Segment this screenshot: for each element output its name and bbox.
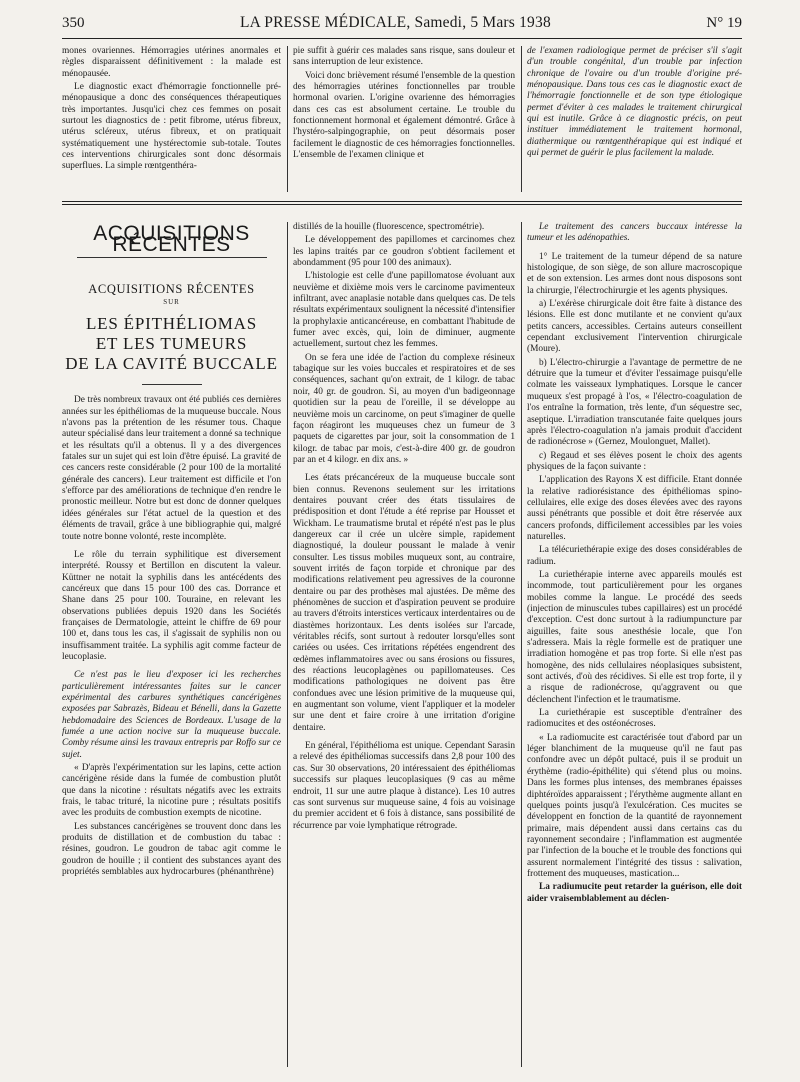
paragraph: distillés de la houille (fluorescence, spectrométrie). xyxy=(293,222,485,232)
section-rule xyxy=(62,204,742,205)
paragraph: Le traitement des cancers buccaux intéresse la tumeur et les adénopathies. xyxy=(527,222,742,244)
section-rule xyxy=(62,201,742,202)
column-rule xyxy=(287,46,288,192)
paragraph: Le rôle du terrain syphilitique est diversement interprété. Roussy et Bertillon en discutent la valeur. Küttner ne notait la syphilis dans les antécédents des cancéreux que dans 15 pour 100 des cas. Dorrance et Shane dans 25 pour 100. Touraine, en relevant les observations publiées depuis 1920 dans les Sociétés françaises de Dermatologie, atteint le chiffre de 69 pour 100 et, dans tous les cas, il s'agissait de syphilis non ou insuffisamment traitée. La syphilis agit comme facteur de leucoplasie. xyxy=(62,549,281,662)
paragraph: pie suffit à guérir ces malades sans risque, sans douleur et sans interruption de leur existence. xyxy=(293,46,515,68)
top-column-1 xyxy=(62,46,281,194)
column-rule xyxy=(521,46,522,192)
paragraph: De très nombreux travaux ont été publiés ces dernières années sur les épithéliomas de la muqueuse buccale. Nous n'avons pas la prétention de les résumer tous. Chaque auteur spécialisé dans leur traitement a donné sa technique et les résultats qu'il a obtenus. Il y a des divergences fatales sur un sujet qui est loin d'être épuisé. La gravité de ces cancers reste considérable (2 pour 100 de la mortalité générale des cancers). Leur traitement est difficile et l'on s'efforce par des améliorations de technique d'en rendre le pronostic meilleur. Notre but est donc de donner quelques idées générales sur l'état actuel de la question et des éléments de travail, grâce à une bibliographie qui, malgré toute notre bonne volonté, reste incomplète. xyxy=(62,395,281,542)
paragraph: « D'après l'expérimentation sur les lapins, cette action cancérigène réside dans la fumée de combustion plutôt que dans la nicotine : résultats négatifs avec les extraits frais, le tabac trituré, la nicotine pure ; résultats positifs avec les produits de combustion exempts de nicotine. xyxy=(62,763,281,819)
column-rule xyxy=(287,222,288,1067)
page-header xyxy=(62,14,742,36)
paragraph: L'histologie est celle d'une papillomatose évoluant aux neuvième et dixième mois vers le carcinome pavimenteux infiltrant, avec anaplasie notable dans quelques cas. De tels résultats expérimentaux soulignent la nécessité d'intensifier la prophylaxie anticancéreuse, en combattant l'habitude de fumer avec excès, qui, loin de diminuer, augmente actuellement, surtout chez les femmes. xyxy=(293,271,515,350)
article-column-3 xyxy=(527,222,742,1067)
paragraph: b) L'électro-chirurgie a l'avantage de permettre de ne détruire que la tumeur et d'éviter l'essaimage puisqu'elle colmate les vaisseaux lymphatiques. Lorsque le cancer muqueux s'est propagé à l'os, « l'électro-coagulation de l'os entraîne la formation, très lente, d'un séquestre sec, aseptique. L'irradiation transcutanée faite quelques jours après l'électro-coagulation n'a jamais produit d'accident de radionécrose » (Gernez, Moulonguet, Mallet). xyxy=(527,357,742,448)
paragraph: En général, l'épithélioma est unique. Cependant Sarasin a relevé des épithéliomas successifs dans 2,8 pour 100 des cas. Sur 30 observations, 20 intéressaient des épithéliomas successifs sur plaques leucoplasiques (9 cas au même endroit, 11 sur une autre plaque à distance). Les 10 autres cas sont survenus sur muqueuse saine, 4 fois au voisinage du premier accident et 6 fois à distance, sans possibilité de récurrence par voie lymphatique rétrograde. xyxy=(293,741,515,831)
top-column-3 xyxy=(527,46,742,194)
section-heading: ACQUISITIONS RÉCENTES xyxy=(93,222,250,257)
article-title-line: DE LA CAVITÉ BUCCALE xyxy=(65,354,278,374)
paragraph: Les substances cancérigènes se trouvent donc dans les produits de distillation et de combustion du tabac : résines, goudron. Le goudron de tabac agit comme le goudron de houille ; il contient des substances ayant des propriétés semblables aux hydrocarbures (phénanthrène) xyxy=(62,821,281,878)
paragraph: L'application des Rayons X est difficile. Etant donnée la relative radiorésistance des épithéliomas spino-cellulaires, elle exige des doses élevées avec des rayons aussi pénétrants que possible et doit être réservée aux cancers profonds, difficilement accessibles par les voies naturelles. xyxy=(527,475,742,542)
paragraph: Ce n'est pas le lieu d'exposer ici les recherches particulièrement intéressantes faites sur le cancer expérimental des carbures synthétiques cancérigènes exposées par Sabrazès, Bideau et Bénelli, dans la Gazette hebdomadaire des Sciences de Bordeaux. L'usage de la fumée a une action nocive sur la muqueuse buccale. Comby résume ainsi les travaux entrepris par Roffo sur ce sujet. xyxy=(62,670,281,760)
paragraph: On se fera une idée de l'action du complexe résineux tabagique sur les voies buccales et respiratoires et de ses conséquences, sachant qu'on extrait, de 1 kilogr. de tabac noir, 40 gr. de goudron. Si, au moyen d'un badigeonnage quotidien sur la peau de l'oreille, il se développe au neuvième mois un carcinome, on peut s'imaginer de quelle façon réagiront les muqueuses chez un fumeur de 3 paquets de cigarettes par jour, soit la consommation de 1 kilogr. de tabac par mois, c'est-à-dire 400 gr. de goudron par an et 4 kilogr. en dix ans. » xyxy=(293,352,515,465)
top-column-2 xyxy=(293,46,515,194)
paragraph: de l'examen radiologique permet de préciser s'il s'agit d'un trouble congénital, d'un trouble par infection chronique de l'ovaire ou d'un trouble d'origine pré-ménopausique. Dans tous ces cas le diagnostic exact de l'hémorragie fonctionnelle et de son type étiologique permet d'éviter à ces malades le traitement chirurgical qui est inutile. Grâce à ce diagnostic précis, on peut instituer immédiatement le traitement hormonal, diathermique ou rœntgenthérapique qui est indiqué et qui permet de guérir le plus facilement la malade. xyxy=(527,46,742,159)
paragraph: Voici donc brièvement résumé l'ensemble de la question des hémorragies utérines fonctionnelles par trouble hormonal ovarien. L'origine ovarienne des hémorragies dans ces cas est absolument certaine. Le trouble du fonctionnement hormonal et également démontré. Grâce à l'hystéro-salpingographie, on peut désormais poser facilement le diagnostic de ces hémorragies fonctionnelles. L'ensemble de l'examen clinique et xyxy=(293,70,515,161)
article-sur: SUR xyxy=(163,298,180,307)
paragraph: La curiethérapie est susceptible d'entraîner des radiomucites et des ostéonécroses. xyxy=(527,708,742,730)
paragraph: mones ovariennes. Hémorragies utérines anormales et règles disparaissent définitivement : la malade est ménopausée. xyxy=(62,46,281,79)
heading-rule xyxy=(77,257,267,258)
paragraph: 1° Le traitement de la tumeur dépend de sa nature histologique, de son siège, de son allure macroscopique et de son extension. Les armes dont nous disposons sont la chirurgie, l'électrochirurgie et les agents physiques. xyxy=(527,251,742,296)
article-column-1 xyxy=(62,222,281,1067)
paragraph: a) L'exérèse chirurgicale doit être faite à distance des lésions. Elle est donc mutilante et ne convient qu'aux petits cancers, accessibles. Certains auteurs conseillent cependant exclusivement l'intervention chirurgicale (Moure). xyxy=(527,299,742,355)
header-rule xyxy=(62,38,742,39)
paragraph: Le développement des papillomes et carcinomes chez les lapins traités par ce goudron s'obtient facilement et abondamment (95 pour 100 des animaux). xyxy=(293,235,515,269)
title-rule xyxy=(142,384,202,385)
article-column-2 xyxy=(293,222,515,1067)
article-title-line: LES ÉPITHÉLIOMAS xyxy=(86,314,257,334)
article-kicker: ACQUISITIONS RÉCENTES xyxy=(88,281,255,296)
article-title xyxy=(62,314,281,374)
paragraph: Le diagnostic exact d'hémorragie fonctionnelle pré-ménopausique a donc des conséquences thérapeutiques très importantes. Jusqu'ici chez ces femmes on posait surtout les diagnostics de : petit fibrome, utérus fibreux, utérus scléreux, utérus fibreux, et on pratiquait systématiquement une hystérectomie sub-totale. Toutes ces interventions chirurgicales sont donc désormais superflues. La simple rœntgenthéra- xyxy=(62,82,281,172)
paragraph: c) Regaud et ses élèves posent le choix des agents physiques de la façon suivante : xyxy=(527,450,742,472)
page-number: 350 xyxy=(62,15,85,31)
paragraph: Les états précancéreux de la muqueuse buccale sont bien connus. Revenons seulement sur les irritations dentaires pouvant créer des états tissulaires de prédisposition et dont l'étude a été reprise par Housset et Wickham. Le traumatisme brutal et répété n'est pas le plus dangereux car il crée un ulcère simple, rapidement diagnostiqué, la douleur poussant le malade à venir consulter. Les tissus mobiles muqueux sont, au contraire, souvent irrités de façon torpide et chronique par des modifications relativement peu agressives de la couronne dentaire ou par des prothèses mal ajustées. De même des phénomènes de succion et d'aspiration peuvent se produire au travers d'étroits interstices verticaux interdentaires ou de diastèmes horizontaux. Les dents isolées sur l'arcade, véritables récifs, sont surtout à redouter lorsqu'elles sont cariées ou usées. Ces irritations répétées engendrent des œdèmes inflammatoires avec ou sans érosions ou fissures, des réactions leucoplagènes ou papillomateuses. Ces modifications pathologiques ne doivent pas être confondues avec une lésion primitive de la muqueuse qui, en augmentant son volume, vient l'appliquer et la modeler sur une dent et faire croire à une irritation d'origine dentaire. xyxy=(293,473,515,733)
journal-title: LA PRESSE MÉDICALE, Samedi, 5 Mars 1938 xyxy=(239,14,551,31)
paragraph: La radiumucite peut retarder la guérison, elle doit aider vraisemblablement au déclen- xyxy=(527,882,742,904)
paragraph: La curiethérapie interne avec appareils moulés est incommode, tout particulièrement pour les organes mobiles comme la langue. Le procédé des seeds (injection de minuscules tubes capillaires) est un procédé d'exception. C'est donc surtout à la radiumpuncture par aiguilles, faite sous anesthésie locale, que l'on s'adressera. Mais la règle formelle est de pratiquer une irradiation homogène et pas trop forte. Si elle n'est pas homogène, des nids cellulaires néoplasiques subsistent, sont activés, d'où des récidives. Si elle est trop forte, il y a risque de radionécrose, qu'aggravent ou que déclenchent l'infection et le traumatisme. xyxy=(527,569,742,705)
paragraph: « La radiomucite est caractérisée tout d'abord par un léger blanchiment de la muqueuse qu'il ne faut pas confondre avec un dépôt pultacé, puis il se produit un érythème (radio-épithélite) qui s'étend plus ou moins. Dans les formes plus intenses, des membranes épaisses diphtéroïdes apparaissent ; l'érythème augmente allant en quelques points jusqu'à l'exulcération. Ces mucites se développent en fonction de la quantité de rayonnement primaire, mais dépendent aussi dans certains cas du rayonnement secondaire ; l'inflammation est augmentée par l'infection de la bouche et le trouble des fonctions qui assurent normalement l'intégrité des tissus : salivation, frottement des muqueuses, mastication... xyxy=(527,732,742,879)
article-title-line: ET LES TUMEURS xyxy=(95,334,248,354)
column-rule xyxy=(521,222,522,1067)
issue-number: N° 19 xyxy=(706,15,742,31)
paragraph: La télécuriethérapie exige des doses considérables de radium. xyxy=(527,545,742,567)
